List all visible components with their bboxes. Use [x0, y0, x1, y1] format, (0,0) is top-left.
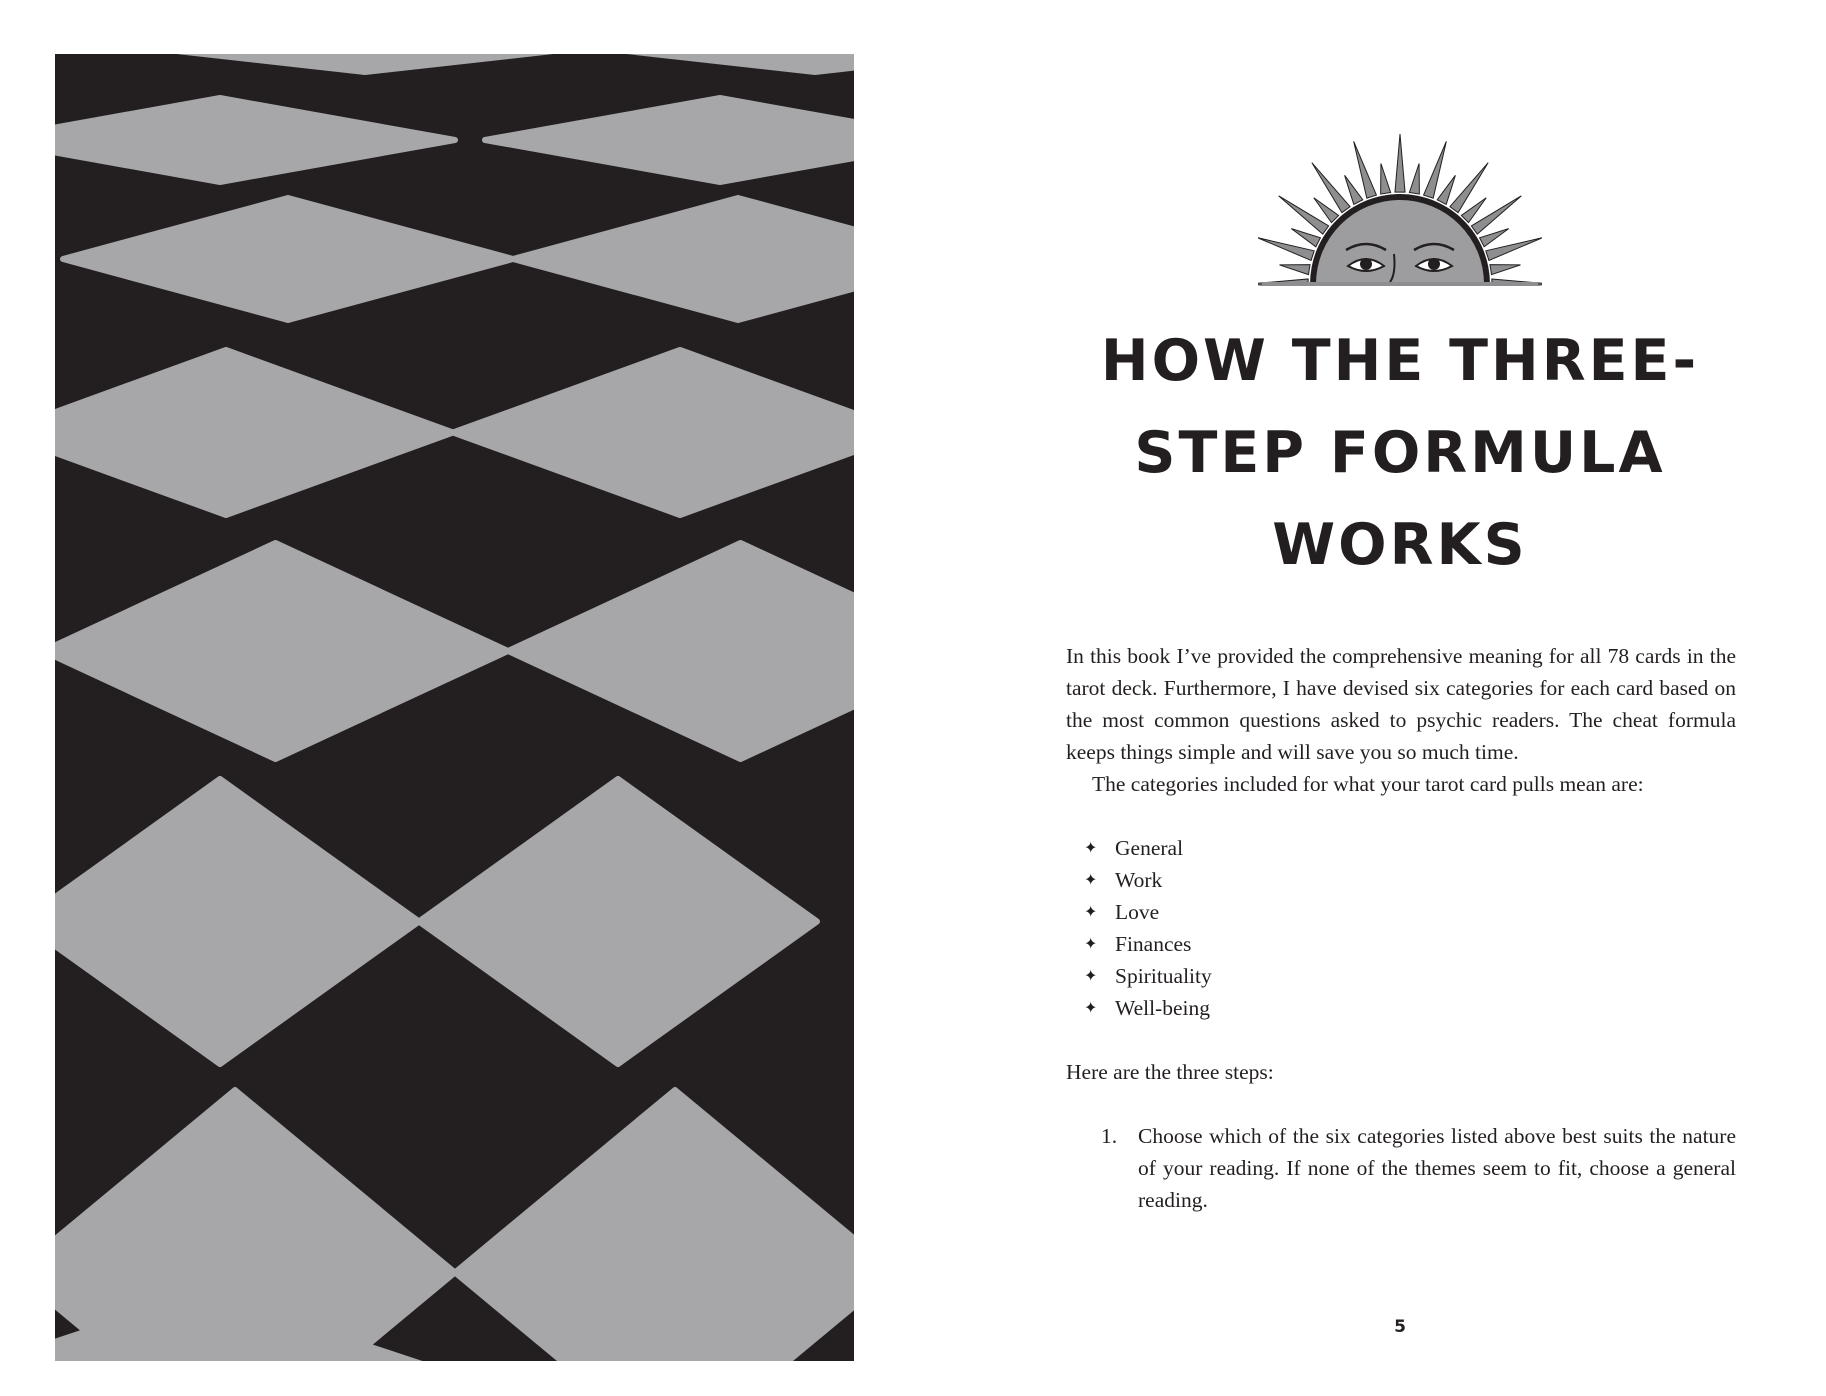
sun-ray	[1345, 175, 1363, 204]
star-bullet-icon: ✦	[1084, 966, 1098, 985]
sun-ray	[1279, 196, 1329, 234]
checkerboard-illustration	[55, 54, 854, 1361]
list-item	[1084, 992, 1736, 1024]
category-label: Finances	[1115, 932, 1192, 956]
sun-ray	[1471, 196, 1521, 234]
sun-ray	[1409, 164, 1419, 195]
chapter-title-line: WORKS	[1272, 512, 1528, 578]
sun-ray	[1354, 141, 1377, 198]
chapter-title-line: HOW THE THREE-	[1100, 328, 1700, 394]
category-label: Well-being	[1115, 996, 1210, 1020]
right-page	[1060, 0, 1740, 1396]
star-bullet-icon: ✦	[1084, 870, 1098, 889]
sun-ray	[1291, 229, 1320, 247]
sun-ray	[1437, 175, 1455, 204]
star-bullet-icon: ✦	[1084, 998, 1098, 1017]
intro-paragraph: In this book I’ve provided the comprehensive meaning for all 78 cards in the tarot deck. Furthermore, I have devised six categories for each card based on the most common questions asked to psychic readers. The cheat formula keeps things simple and will save you so much time.	[1066, 644, 1736, 764]
steps-intro: Here are the three steps:	[1066, 1060, 1274, 1084]
list-item	[1084, 864, 1736, 896]
categories-intro: The categories included for what your tarot card pulls mean are:	[1092, 772, 1644, 796]
star-bullet-icon: ✦	[1084, 934, 1098, 953]
sun-face	[1316, 200, 1484, 284]
category-label: Love	[1115, 900, 1160, 924]
sun-ray	[1258, 238, 1314, 261]
star-bullet-icon: ✦	[1084, 902, 1098, 921]
sun-ray	[1312, 163, 1350, 213]
chapter-title	[1060, 315, 1740, 591]
sun-with-eyes-icon	[1258, 100, 1542, 286]
list-item	[1084, 896, 1736, 928]
sun-ray	[1486, 238, 1542, 261]
category-label: Spirituality	[1115, 964, 1212, 988]
list-item	[1084, 832, 1736, 864]
sun-ray	[1381, 164, 1391, 195]
sun-ray	[1480, 229, 1509, 247]
category-label: Work	[1115, 868, 1163, 892]
step-item	[1066, 1120, 1736, 1216]
step-text: Choose which of the six categories listed above best suits the nature of your reading. If none of the themes seem to fit, choose a general reading.	[1138, 1124, 1736, 1212]
sun-ray	[1395, 134, 1405, 192]
steps-list	[1066, 1120, 1736, 1216]
step-number: 1.	[1101, 1124, 1118, 1148]
category-label: General	[1115, 836, 1184, 860]
list-item	[1084, 928, 1736, 960]
checkerboard-floor	[55, 54, 854, 1361]
star-bullet-icon: ✦	[1084, 838, 1098, 857]
categories-list	[1066, 832, 1736, 1024]
list-item	[1084, 960, 1736, 992]
page-number: 5	[1394, 1317, 1406, 1337]
sun-ray	[1450, 163, 1488, 213]
sun-ray	[1490, 265, 1521, 275]
chapter-title-line: STEP FORMULA	[1134, 420, 1666, 486]
body-text	[1066, 640, 1736, 1216]
sun-ray	[1424, 141, 1447, 198]
sun-ray	[1280, 265, 1311, 275]
